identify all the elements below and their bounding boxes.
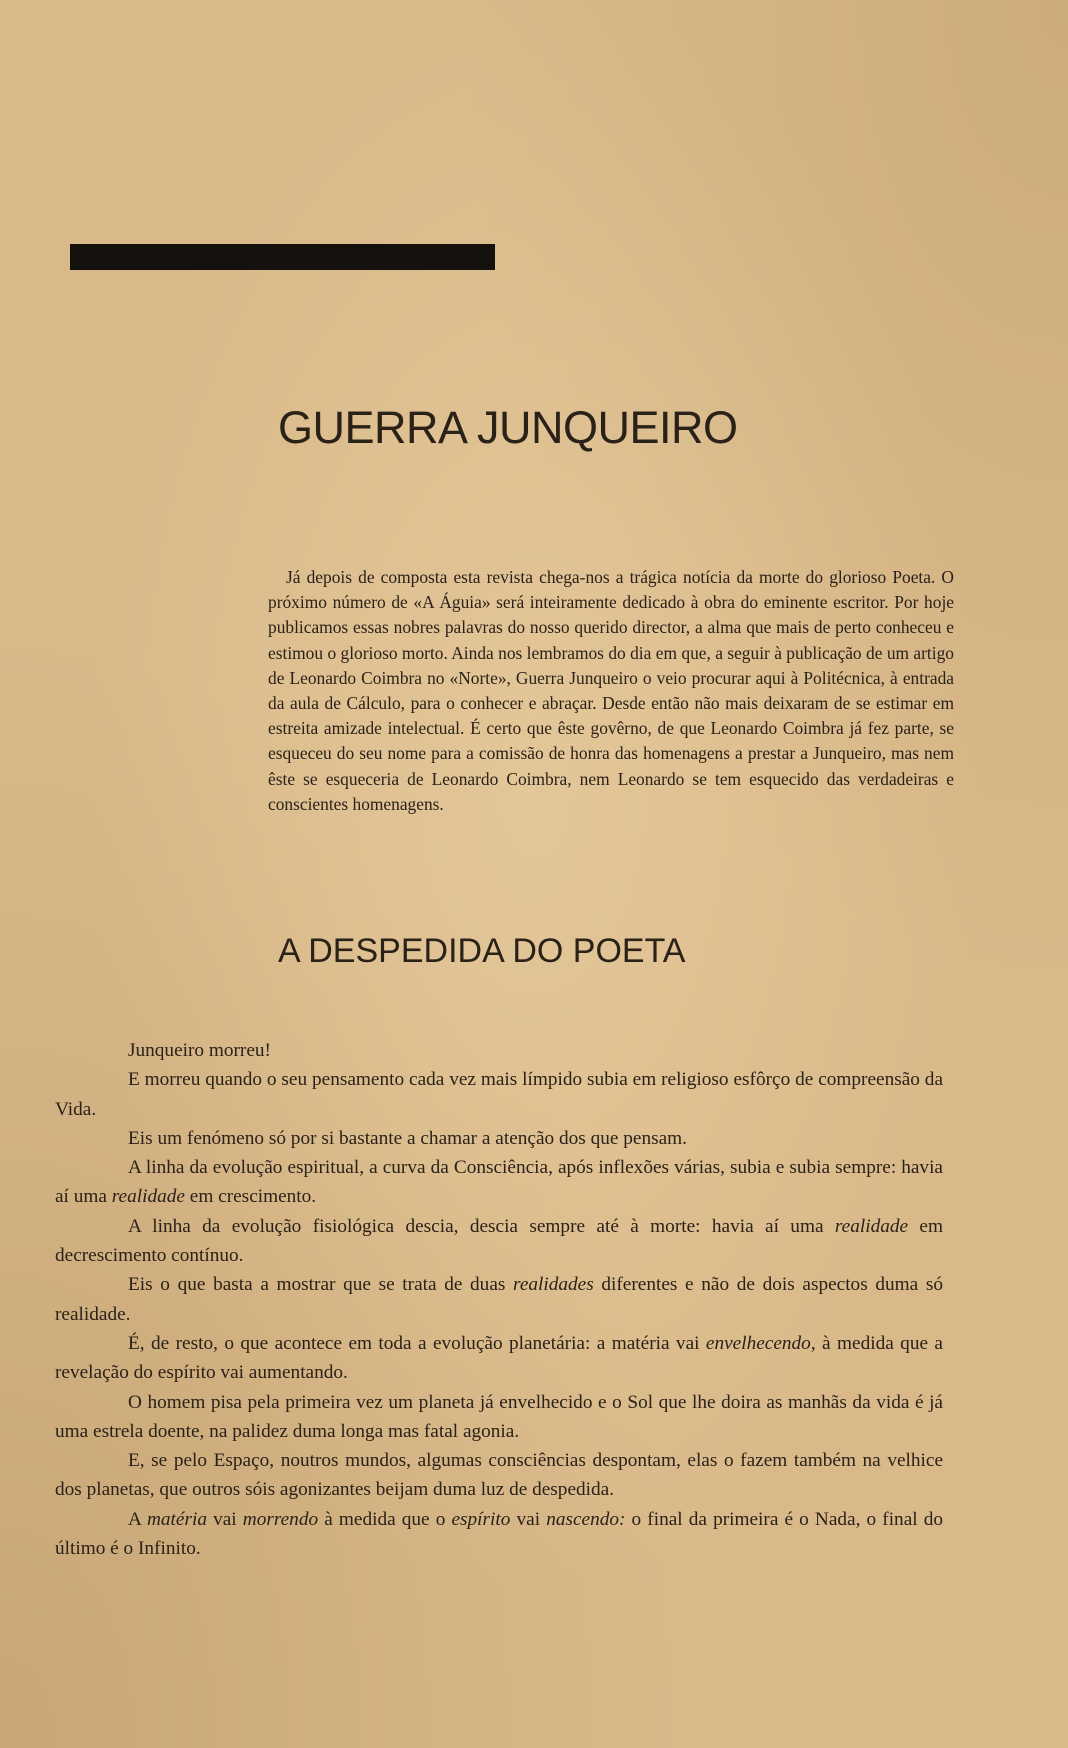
editorial-notice: Já depois de composta esta revista chega-nos a trágica notícia da morte do glorioso Poeta. O próximo número de «A Águia» será inteiramente dedicado à obra do eminente escritor. Por hoje publicamos essas nobres palavras do nosso querido director, a alma que mais de perto conheceu e estimou o glorioso morto. Ainda nos lembramos do dia em que, a seguir à publicação de um artigo de Leonardo Coimbra no «Norte», Guerra Junqueiro o veio procurar aqui à Politécnica, à entrada da aula de Cálculo, para o conhecer e abraçar. Desde então não mais deixaram de se estimar em estreita amizade intelectual. É certo que êste govêrno, de que Leonardo Coimbra já fez parte, se esqueceu do seu nome para a comissão de honra das homenagens a prestar a Junqueiro, mas nem êste se esqueceria de Leonardo Coimbra, nem Leonardo se tem esquecido das verdadeiras e conscientes homenagens. xyxy=(268,567,954,814)
italic-realidade: realidade xyxy=(834,1215,909,1237)
paragraph-10-text: à medida que o xyxy=(318,1508,452,1530)
paragraph-1: Junqueiro morreu! xyxy=(128,1040,271,1061)
italic-morrendo: morrendo xyxy=(242,1508,319,1530)
decorative-black-bar xyxy=(70,244,495,270)
paragraph-4-text-end: em crescimento. xyxy=(184,1186,317,1208)
italic-nascendo: nascendo: xyxy=(546,1508,626,1530)
paragraph-4 xyxy=(55,1153,943,1212)
paragraph-6-text: Eis o que basta a mostrar que se trata de duas xyxy=(128,1274,514,1296)
section-title: A DESPEDIDA DO POETA xyxy=(278,932,686,970)
paragraph-7 xyxy=(55,1329,943,1388)
italic-envelhecendo: envelhecendo xyxy=(705,1332,811,1354)
paragraph-9: E, se pelo Espaço, noutros mundos, algumas consciências despontam, elas o fazem também na velhice dos planetas, que outros sóis agonizantes beijam duma luz de despedida. xyxy=(55,1450,943,1501)
paragraph-5-text: A linha da evolução fisiológica descia, descia sempre até à morte: havia aí uma xyxy=(128,1215,835,1237)
italic-realidade: realidade xyxy=(111,1186,185,1208)
paragraph-2: E morreu quando o seu pensamento cada vez mais límpido subia em religioso esfôrço de compreensão da Vida. xyxy=(55,1069,943,1120)
paragraph-5-text-end: em decrescimento contínuo. xyxy=(55,1215,943,1267)
page-title: GUERRA JUNQUEIRO xyxy=(278,402,738,453)
paragraph-7-text: É, de resto, o que acontece em toda a evolução planetária: a matéria vai xyxy=(128,1332,706,1354)
article-body xyxy=(55,1036,943,1563)
paragraph-3: Eis um fenómeno só por si bastante a chamar a atenção dos que pensam. xyxy=(128,1127,687,1149)
paragraph-6-text-end: diferentes e não de dois aspectos duma só realidade. xyxy=(55,1274,943,1325)
paragraph-6 xyxy=(55,1270,943,1329)
paragraph-7-text-end: , à medida que a revelação do espírito vai aumentando. xyxy=(55,1332,943,1384)
paragraph-10-text: vai xyxy=(510,1508,547,1530)
paragraph-10 xyxy=(55,1505,943,1564)
italic-materia: matéria xyxy=(146,1508,207,1530)
paragraph-10-text: A xyxy=(128,1508,147,1530)
italic-realidades: realidades xyxy=(513,1274,594,1296)
paragraph-5 xyxy=(55,1212,943,1271)
italic-espirito: espírito xyxy=(451,1508,511,1530)
paragraph-10-text-end: o final da primeira é o Nada, o final do último é o Infinito. xyxy=(55,1508,944,1560)
paragraph-8: O homem pisa pela primeira vez um planeta já envelhecido e o Sol que lhe doira as manhãs da vida é já uma estrela doente, na palidez duma longa mas fatal agonia. xyxy=(55,1391,943,1442)
paragraph-10-text: vai xyxy=(206,1508,243,1530)
paragraph-4-text: A linha da evolução espiritual, a curva da Consciência, após inflexões várias, subia e subia sempre: havia aí uma xyxy=(55,1157,943,1208)
